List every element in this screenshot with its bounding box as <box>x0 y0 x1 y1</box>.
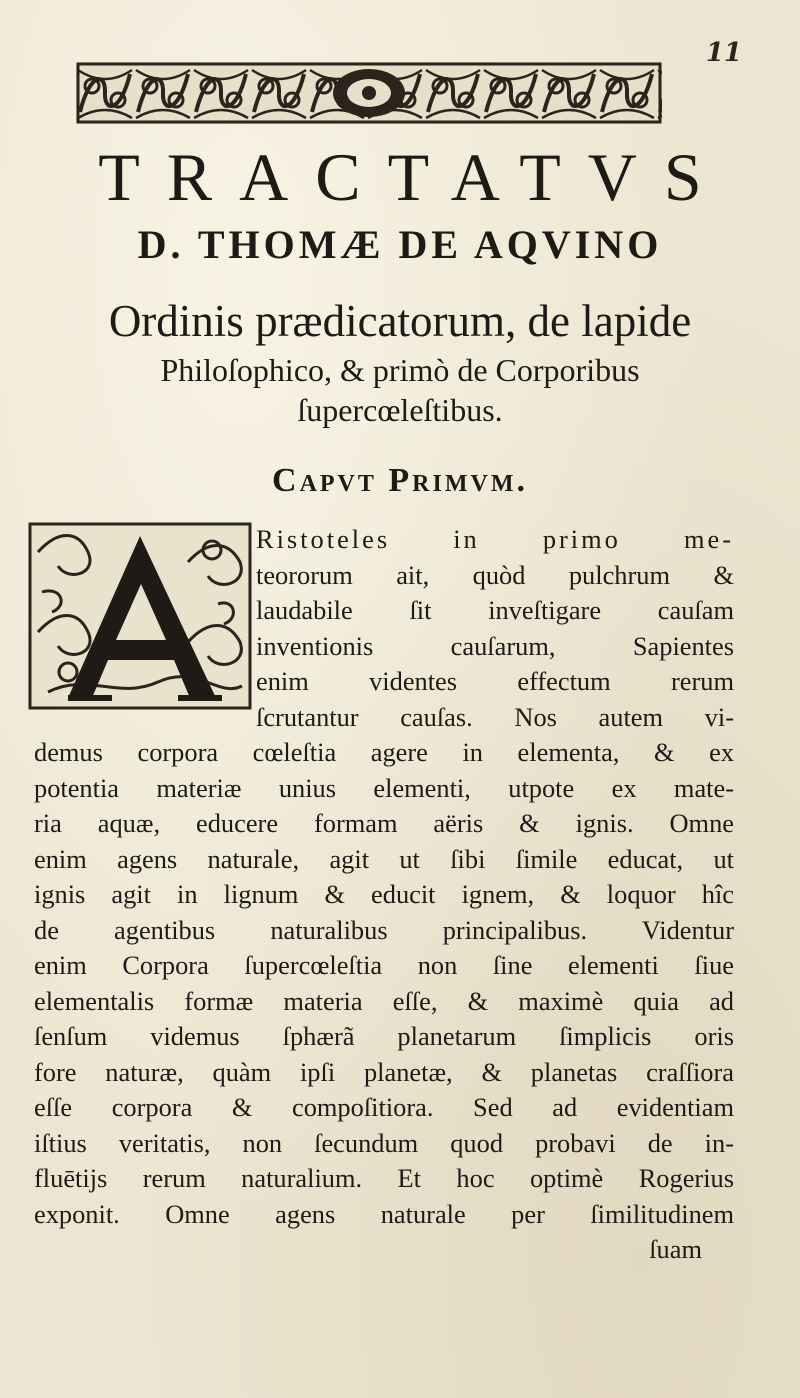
ornamental-headpiece <box>76 62 662 124</box>
text-line: inventionis cauſarum, Sapientes <box>256 630 734 661</box>
subtitle-line-3: ſupercœleſtibus. <box>297 392 503 428</box>
text-line: demus corpora cœleſtia agere in elementa, & ex <box>34 737 734 767</box>
subtitle-line-2: Philoſophico, & primò de Corporibus <box>160 352 640 388</box>
text-line: laudabile ſit inveſtigare cauſam <box>256 595 734 625</box>
text-line: teororum ait, quòd pulchrum & <box>256 559 734 590</box>
author-line: D. THOMÆ DE AQVINO <box>137 222 663 267</box>
text-line: enim videntes effectum rerum <box>256 666 734 696</box>
text-line: ria aquæ, educere formam aëris & ignis. Omne <box>34 808 734 838</box>
text-line: fore naturæ, quàm ipſi planetæ, & planetas craſſiora <box>34 1056 734 1087</box>
text-line: exponit. Omne agens naturale per ſimilitudinem <box>34 1198 734 1229</box>
text-line: eſſe corpora & compoſitiora. Sed ad evidentiam <box>34 1092 734 1122</box>
subtitle-line-1: Ordinis prædicatorum, de lapide <box>108 296 692 346</box>
text-line: ignis agit in lignum & educit ignem, & loquor hîc <box>34 879 734 909</box>
text-line: enim Corpora ſupercœleſtia non ſine elementi ſiue <box>34 950 734 980</box>
text-line: fluētijs rerum naturalium. Et hoc optimè Rogerius <box>34 1163 734 1193</box>
text-line: ſenſum videmus ſphærã planetarum ſimplicis oris <box>34 1021 734 1051</box>
text-line: de agentibus naturalibus principalibus. Videntur <box>34 914 734 945</box>
text-line: elementalis formæ materia eſſe, & maximè quia ad <box>34 985 734 1016</box>
main-text <box>34 522 734 1268</box>
catchword: ſuam <box>649 1234 702 1264</box>
treatise-title: TRACTATVS <box>98 139 729 215</box>
text-line: Ristoteles in primo me- <box>256 524 734 554</box>
chapter-heading: Capvt Primvm. <box>272 462 528 499</box>
text-line: ſcrutantur cauſas. Nos autem vi- <box>256 701 734 732</box>
text-line: potentia materiæ unius elementi, utpote ex mate- <box>34 772 734 803</box>
page-number: 11 <box>705 38 742 68</box>
text-line: iſtius veritatis, non ſecundum quod probavi de in- <box>34 1127 734 1158</box>
text-line: enim agens naturale, agit ut ſibi ſimile educat, ut <box>34 843 734 874</box>
